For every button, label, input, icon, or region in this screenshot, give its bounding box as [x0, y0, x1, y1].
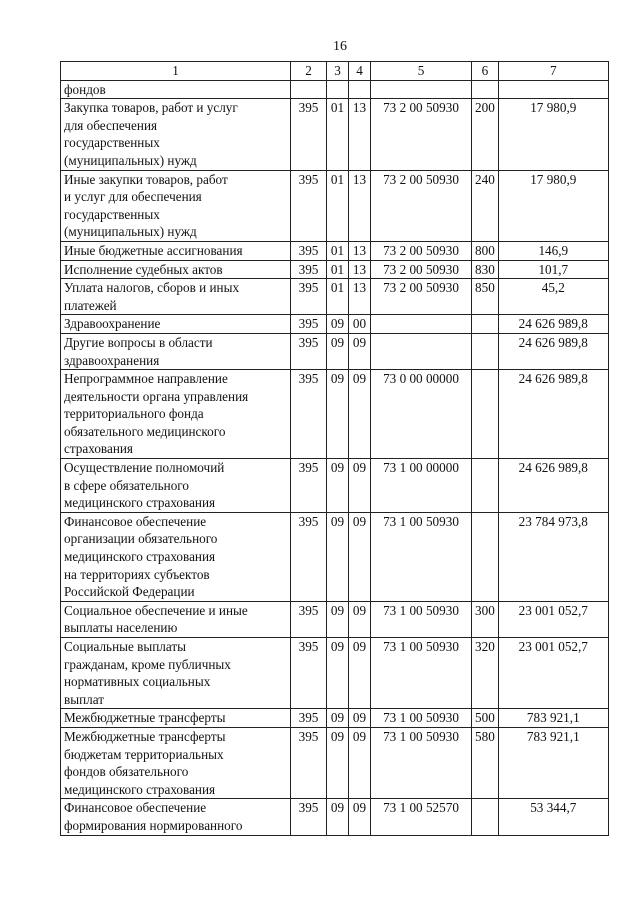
- code-section: 01: [327, 260, 349, 279]
- code-admin: 395: [291, 601, 327, 637]
- code-subsection: 09: [349, 370, 371, 459]
- amount: 24 626 989,8: [498, 315, 608, 334]
- code-subsection: 09: [349, 709, 371, 728]
- code-subsection: 09: [349, 727, 371, 798]
- code-subsection: 09: [349, 333, 371, 369]
- code-admin: 395: [291, 512, 327, 601]
- header-cell: 1: [61, 62, 291, 81]
- code-target-article: 73 2 00 50930: [371, 260, 472, 279]
- amount: 783 921,1: [498, 727, 608, 798]
- code-target-article: [371, 333, 472, 369]
- code-expense-type: [472, 512, 499, 601]
- item-name: Иные бюджетные ассигнования: [61, 241, 291, 260]
- table-row: [61, 459, 609, 513]
- code-target-article: 73 1 00 50930: [371, 727, 472, 798]
- code-admin: 395: [291, 279, 327, 315]
- header-cell: 3: [327, 62, 349, 81]
- code-expense-type: [472, 333, 499, 369]
- table-row: [61, 241, 609, 260]
- header-cell: 6: [472, 62, 499, 81]
- code-expense-type: [472, 370, 499, 459]
- amount: 53 344,7: [498, 799, 608, 835]
- code-target-article: 73 1 00 50930: [371, 709, 472, 728]
- table-row: [61, 709, 609, 728]
- code-target-article: 73 1 00 52570: [371, 799, 472, 835]
- code-subsection: 13: [349, 241, 371, 260]
- code-subsection: 09: [349, 638, 371, 709]
- code-target-article: 73 1 00 00000: [371, 459, 472, 513]
- code-admin: 395: [291, 638, 327, 709]
- code-section: 09: [327, 370, 349, 459]
- header-cell: 5: [371, 62, 472, 81]
- header-cell: 4: [349, 62, 371, 81]
- code-admin: 395: [291, 799, 327, 835]
- amount: 23 001 052,7: [498, 601, 608, 637]
- table-row: [61, 799, 609, 835]
- code-admin: 395: [291, 727, 327, 798]
- code-target-article: [371, 80, 472, 99]
- code-subsection: 09: [349, 601, 371, 637]
- item-name: Межбюджетные трансферты бюджетам территориальных фондов обязательного медицинского страхования: [61, 727, 291, 798]
- table-row: [61, 512, 609, 601]
- item-name: Социальные выплаты гражданам, кроме публичных нормативных социальных выплат: [61, 638, 291, 709]
- code-target-article: 73 1 00 50930: [371, 638, 472, 709]
- code-section: 09: [327, 512, 349, 601]
- amount: [498, 80, 608, 99]
- item-name: Осуществление полномочий в сфере обязательного медицинского страхования: [61, 459, 291, 513]
- page-number: 16: [333, 39, 347, 54]
- budget-table: [60, 61, 609, 836]
- code-subsection: 09: [349, 459, 371, 513]
- code-target-article: 73 2 00 50930: [371, 99, 472, 170]
- item-name: Социальное обеспечение и иные выплаты населению: [61, 601, 291, 637]
- code-expense-type: 200: [472, 99, 499, 170]
- amount: 146,9: [498, 241, 608, 260]
- item-name: Здравоохранение: [61, 315, 291, 334]
- code-expense-type: 830: [472, 260, 499, 279]
- code-section: 09: [327, 799, 349, 835]
- code-subsection: 13: [349, 170, 371, 241]
- code-target-article: 73 0 00 00000: [371, 370, 472, 459]
- item-name: Уплата налогов, сборов и иных платежей: [61, 279, 291, 315]
- table-row: [61, 370, 609, 459]
- code-section: 09: [327, 727, 349, 798]
- table-row: [61, 260, 609, 279]
- code-section: 09: [327, 601, 349, 637]
- code-subsection: 00: [349, 315, 371, 334]
- code-section: 09: [327, 315, 349, 334]
- item-name: Другие вопросы в области здравоохранения: [61, 333, 291, 369]
- code-target-article: 73 1 00 50930: [371, 601, 472, 637]
- code-admin: 395: [291, 459, 327, 513]
- amount: 23 784 973,8: [498, 512, 608, 601]
- code-section: 01: [327, 170, 349, 241]
- table-row: [61, 315, 609, 334]
- code-expense-type: [472, 80, 499, 99]
- amount: 783 921,1: [498, 709, 608, 728]
- table-row: [61, 727, 609, 798]
- table-row: [61, 170, 609, 241]
- code-admin: 395: [291, 99, 327, 170]
- item-name: Межбюджетные трансферты: [61, 709, 291, 728]
- code-section: 09: [327, 333, 349, 369]
- code-expense-type: 240: [472, 170, 499, 241]
- code-expense-type: [472, 459, 499, 513]
- code-admin: 395: [291, 333, 327, 369]
- table-row: [61, 601, 609, 637]
- code-admin: [291, 80, 327, 99]
- item-name: Финансовое обеспечение формирования нормированного: [61, 799, 291, 835]
- amount: 24 626 989,8: [498, 333, 608, 369]
- code-section: 09: [327, 638, 349, 709]
- code-section: [327, 80, 349, 99]
- code-target-article: 73 2 00 50930: [371, 279, 472, 315]
- code-admin: 395: [291, 170, 327, 241]
- code-subsection: [349, 80, 371, 99]
- amount: 101,7: [498, 260, 608, 279]
- item-name: Непрограммное направление деятельности органа управления территориального фонда обязательного медицинского страхования: [61, 370, 291, 459]
- code-target-article: 73 2 00 50930: [371, 170, 472, 241]
- code-expense-type: [472, 315, 499, 334]
- item-name: фондов: [61, 80, 291, 99]
- code-section: 01: [327, 99, 349, 170]
- amount: 17 980,9: [498, 170, 608, 241]
- amount: 24 626 989,8: [498, 459, 608, 513]
- code-expense-type: [472, 799, 499, 835]
- code-expense-type: 320: [472, 638, 499, 709]
- code-target-article: 73 2 00 50930: [371, 241, 472, 260]
- amount: 17 980,9: [498, 99, 608, 170]
- header-cell: 2: [291, 62, 327, 81]
- item-name: Финансовое обеспечение организации обязательного медицинского страхования на территориях субъектов Российской Федерации: [61, 512, 291, 601]
- code-expense-type: 580: [472, 727, 499, 798]
- code-admin: 395: [291, 241, 327, 260]
- code-target-article: [371, 315, 472, 334]
- code-section: 09: [327, 709, 349, 728]
- header-cell: 7: [498, 62, 608, 81]
- table-row: [61, 279, 609, 315]
- code-subsection: 13: [349, 260, 371, 279]
- amount: 23 001 052,7: [498, 638, 608, 709]
- code-section: 09: [327, 459, 349, 513]
- item-name: Исполнение судебных актов: [61, 260, 291, 279]
- code-subsection: 09: [349, 799, 371, 835]
- code-target-article: 73 1 00 50930: [371, 512, 472, 601]
- table-row: [61, 638, 609, 709]
- item-name: Закупка товаров, работ и услуг для обеспечения государственных (муниципальных) нужд: [61, 99, 291, 170]
- table-row: [61, 99, 609, 170]
- code-subsection: 09: [349, 512, 371, 601]
- code-section: 01: [327, 241, 349, 260]
- table-row: [61, 333, 609, 369]
- code-expense-type: 850: [472, 279, 499, 315]
- code-subsection: 13: [349, 99, 371, 170]
- code-expense-type: 500: [472, 709, 499, 728]
- code-admin: 395: [291, 260, 327, 279]
- code-admin: 395: [291, 709, 327, 728]
- amount: 45,2: [498, 279, 608, 315]
- code-expense-type: 800: [472, 241, 499, 260]
- item-name: Иные закупки товаров, работ и услуг для обеспечения государственных (муниципальных) нужд: [61, 170, 291, 241]
- table-row: [61, 80, 609, 99]
- code-subsection: 13: [349, 279, 371, 315]
- amount: 24 626 989,8: [498, 370, 608, 459]
- code-section: 01: [327, 279, 349, 315]
- header-row: [61, 62, 609, 81]
- code-admin: 395: [291, 315, 327, 334]
- code-admin: 395: [291, 370, 327, 459]
- code-expense-type: 300: [472, 601, 499, 637]
